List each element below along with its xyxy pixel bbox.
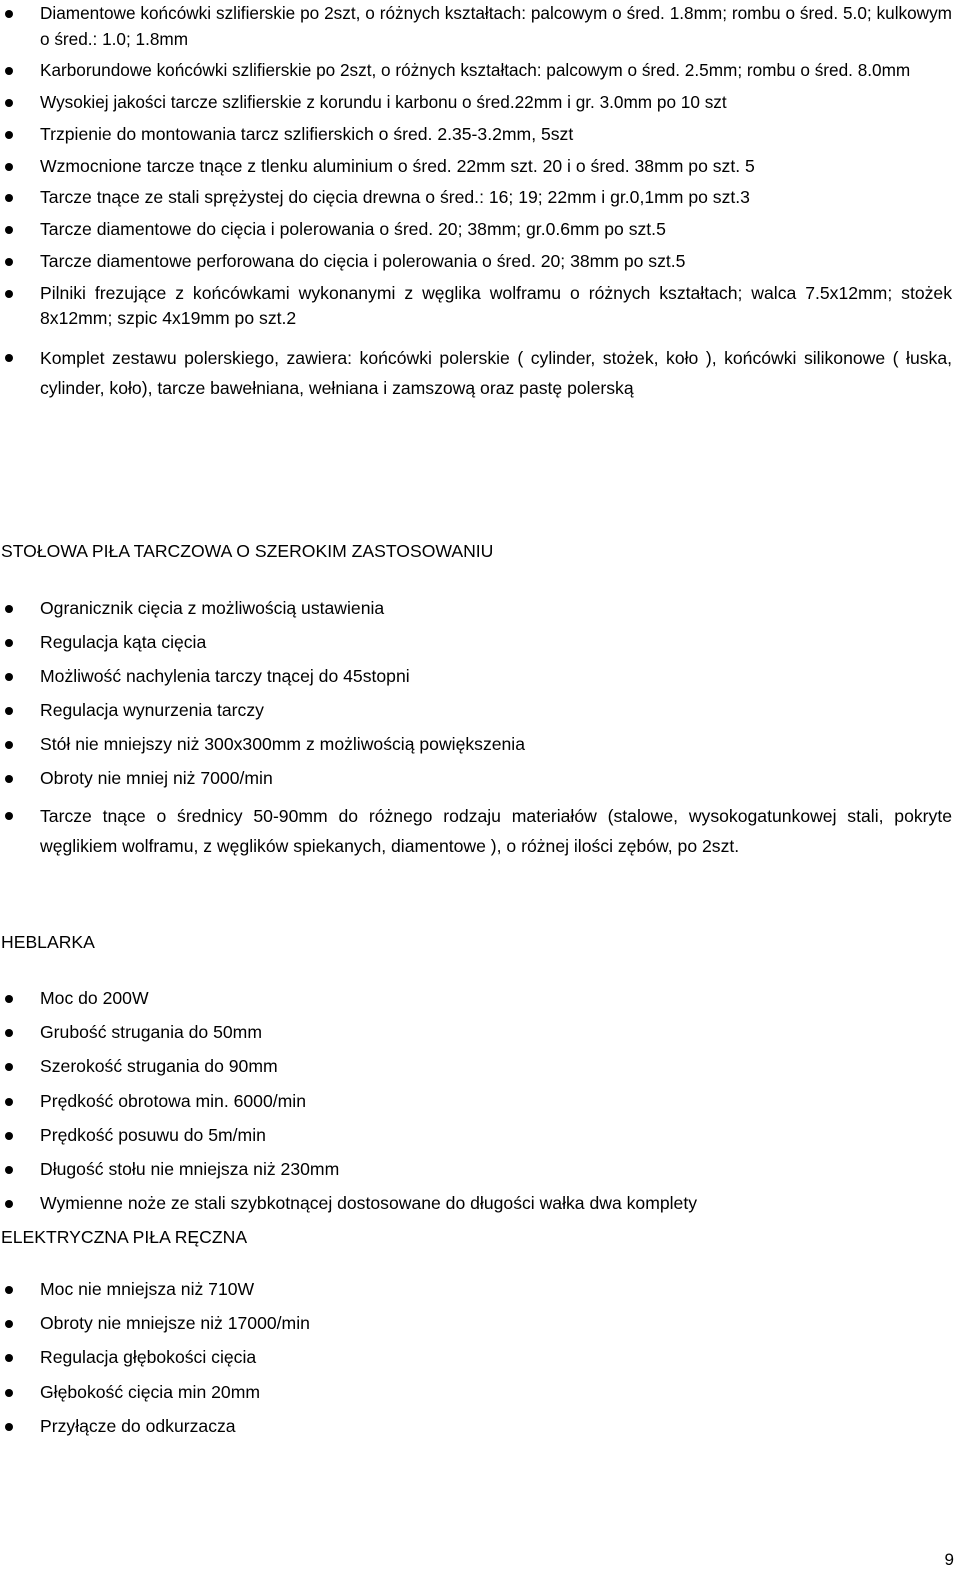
- bullet-icon: [5, 1320, 13, 1328]
- bullet-icon: [5, 1389, 13, 1397]
- bullet-icon: [5, 995, 13, 1003]
- list-item: Wysokiej jakości tarcze szlifierskie z korundu i karbonu o śred.22mm i gr. 3.0mm po 10 szt: [0, 90, 952, 116]
- list-item: Moc nie mniejsza niż 710W: [0, 1277, 952, 1303]
- list-item: Głębokość cięcia min 20mm: [0, 1380, 952, 1406]
- list-item: Tarcze tnące o średnicy 50-90mm do różnego rodzaju materiałów (stalowe, wysokogatunkowej stali, pokryte węglikiem wolframu, z węglików spiekanych, diamentowe ), o różnej ilości zębów, po 2szt.: [0, 801, 952, 861]
- bullet-icon: [5, 673, 13, 681]
- list-item: Pilniki frezujące z końcówkami wykonanymi z węglika wolframu o różnych kształtach; walca 7.5x12mm; stożek 8x12mm; szpic 4x19mm po szt.2: [0, 281, 952, 332]
- list-item: Wymienne noże ze stali szybkotnącej dostosowane do długości wałka dwa komplety: [0, 1191, 952, 1217]
- section-heading-planer: HEBLARKA: [1, 932, 95, 952]
- bullet-icon: [5, 707, 13, 715]
- bullet-icon: [5, 354, 13, 362]
- bullet-icon: [5, 1166, 13, 1174]
- page-number: 9: [944, 1550, 954, 1569]
- section-heading-table-saw: STOŁOWA PIŁA TARCZOWA O SZEROKIM ZASTOSOWANIU: [1, 541, 494, 561]
- list-item: Szerokość strugania do 90mm: [0, 1054, 952, 1080]
- list-item: Wzmocnione tarcze tnące z tlenku aluminium o śred. 22mm szt. 20 i o śred. 38mm po szt. 5: [0, 154, 952, 180]
- bullet-icon: [5, 290, 13, 298]
- bullet-icon: [5, 1029, 13, 1037]
- bullet-icon: [5, 1132, 13, 1140]
- list-item: Tarcze tnące ze stali sprężystej do cięcia drewna o śred.: 16; 19; 22mm i gr.0,1mm po szt.3: [0, 185, 952, 211]
- list-item: Trzpienie do montowania tarcz szlifierskich o śred. 2.35-3.2mm, 5szt: [0, 122, 952, 148]
- bullet-icon: [5, 1200, 13, 1208]
- list-item: Diamentowe końcówki szlifierskie po 2szt, o różnych kształtach: palcowym o śred. 1.8mm; rombu o śred. 5.0; kulkowym o śred.: 1.0; 1.8mm: [0, 1, 952, 52]
- list-item: Tarcze diamentowe do cięcia i polerowania o śred. 20; 38mm; gr.0.6mm po szt.5: [0, 217, 952, 243]
- bullet-icon: [5, 131, 13, 139]
- list-item: Prędkość posuwu do 5m/min: [0, 1123, 952, 1149]
- bullet-icon: [5, 605, 13, 613]
- bullet-icon: [5, 258, 13, 266]
- bullet-icon: [5, 1098, 13, 1106]
- bullet-icon: [5, 1423, 13, 1431]
- bullet-icon: [5, 163, 13, 171]
- bullet-icon: [5, 10, 13, 18]
- list-item: Regulacja kąta cięcia: [0, 630, 952, 656]
- list-item: Karborundowe końcówki szlifierskie po 2szt, o różnych kształtach: palcowym o śred. 2.5mm; rombu o śred. 8.0mm: [0, 58, 952, 84]
- planer-list: [0, 986, 952, 1225]
- list-item: Komplet zestawu polerskiego, zawiera: końcówki polerskie ( cylinder, stożek, koło ), końcówki silikonowe ( łuska, cylinder, koło), tarcze bawełniana, wełniana i zamszową oraz pastę polerską: [0, 343, 952, 403]
- bullet-icon: [5, 1354, 13, 1362]
- bullet-icon: [5, 639, 13, 647]
- list-item: Długość stołu nie mniejsza niż 230mm: [0, 1157, 952, 1183]
- accessories-list: [0, 1, 952, 409]
- list-item: Możliwość nachylenia tarczy tnącej do 45stopni: [0, 664, 952, 690]
- bullet-icon: [5, 67, 13, 75]
- list-item: Przyłącze do odkurzacza: [0, 1414, 952, 1440]
- bullet-icon: [5, 775, 13, 783]
- list-item: Regulacja wynurzenia tarczy: [0, 698, 952, 724]
- bullet-icon: [5, 741, 13, 749]
- bullet-icon: [5, 1063, 13, 1071]
- table-saw-list: [0, 596, 952, 869]
- list-item: Stół nie mniejszy niż 300x300mm z możliwością powiększenia: [0, 732, 952, 758]
- section-heading-hand-saw: ELEKTRYCZNA PIŁA RĘCZNA: [1, 1227, 248, 1247]
- list-item: Moc do 200W: [0, 986, 952, 1012]
- bullet-icon: [5, 1286, 13, 1294]
- list-item: Tarcze diamentowe perforowana do cięcia i polerowania o śred. 20; 38mm po szt.5: [0, 249, 952, 275]
- list-item: Prędkość obrotowa min. 6000/min: [0, 1089, 952, 1115]
- list-item: Obroty nie mniejsze niż 17000/min: [0, 1311, 952, 1337]
- bullet-icon: [5, 812, 13, 820]
- list-item: Regulacja głębokości cięcia: [0, 1345, 952, 1371]
- hand-saw-list: [0, 1277, 952, 1448]
- list-item: Ogranicznik cięcia z możliwością ustawienia: [0, 596, 952, 622]
- list-item: Obroty nie mniej niż 7000/min: [0, 766, 952, 792]
- list-item: Grubość strugania do 50mm: [0, 1020, 952, 1046]
- bullet-icon: [5, 194, 13, 202]
- bullet-icon: [5, 226, 13, 234]
- bullet-icon: [5, 99, 13, 107]
